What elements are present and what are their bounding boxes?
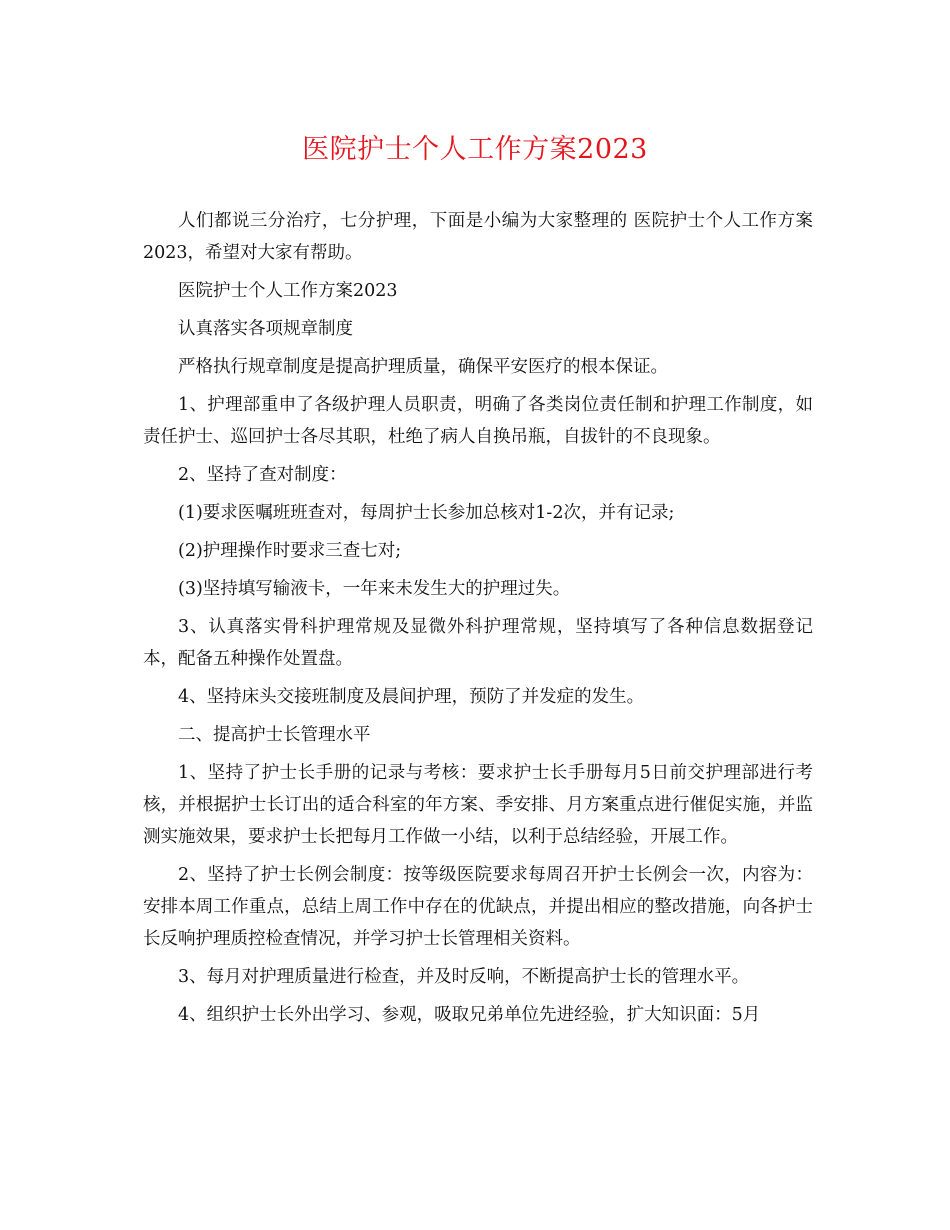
list-item: (1)要求医嘱班班查对，每周护士长参加总核对1-2次，并有记录; [178, 503, 675, 523]
paragraph: 3、每月对护理质量进行检查，并及时反响，不断提高护士长的管理水平。 [178, 967, 750, 987]
paragraph: 4、组织护士长外出学习、参观，吸取兄弟单位先进经验，扩大知识面：5月 [178, 1005, 761, 1025]
paragraph: 人们都说三分治疗，七分护理，下面是小编为大家整理的 医院护士个人工作方案2023，希望对大家有帮助。 [143, 211, 813, 263]
paragraph: 2、坚持了护士长例会制度：按等级医院要求每周召开护士长例会一次，内容为：安排本周工作重点，总结上周工作中存在的优缺点，并提出相应的整改措施，向各护士长反响护理质控检查情况，并学习护士长管理相关资料。 [143, 865, 813, 949]
paragraph: 1、坚持了护士长手册的记录与考核：要求护士长手册每月5日前交护理部进行考核，并根据护士长订出的适合科室的年方案、季安排、月方案重点进行催促实施，并监测实施效果，要求护士长把每月工作做一小结，以利于总结经验，开展工作。 [143, 763, 813, 847]
list-item: (3)坚持填写输液卡，一年来未发生大的护理过失。 [178, 579, 571, 599]
paragraph: 2、坚持了查对制度： [178, 465, 347, 485]
paragraph: 医院护士个人工作方案2023 [178, 281, 398, 301]
document-title: 医院护士个人工作方案2023 [302, 134, 648, 165]
section-heading: 二、提高护士长管理水平 [178, 725, 371, 745]
paragraph: 严格执行规章制度是提高护理质量，确保平安医疗的根本保证。 [178, 357, 668, 377]
list-item: (2)护理操作时要求三查七对; [178, 541, 402, 561]
paragraph: 4、坚持床头交接班制度及晨间护理，预防了并发症的发生。 [178, 687, 645, 707]
section-heading: 认真落实各项规章制度 [178, 319, 353, 339]
document-body [143, 205, 813, 1037]
paragraph: 1、护理部重申了各级护理人员职责，明确了各类岗位责任制和护理工作制度，如责任护士、巡回护士各尽其职，杜绝了病人自换吊瓶，自拔针的不良现象。 [143, 395, 813, 447]
paragraph: 3、认真落实骨科护理常规及显微外科护理常规，坚持填写了各种信息数据登记本，配备五种操作处置盘。 [143, 617, 813, 669]
